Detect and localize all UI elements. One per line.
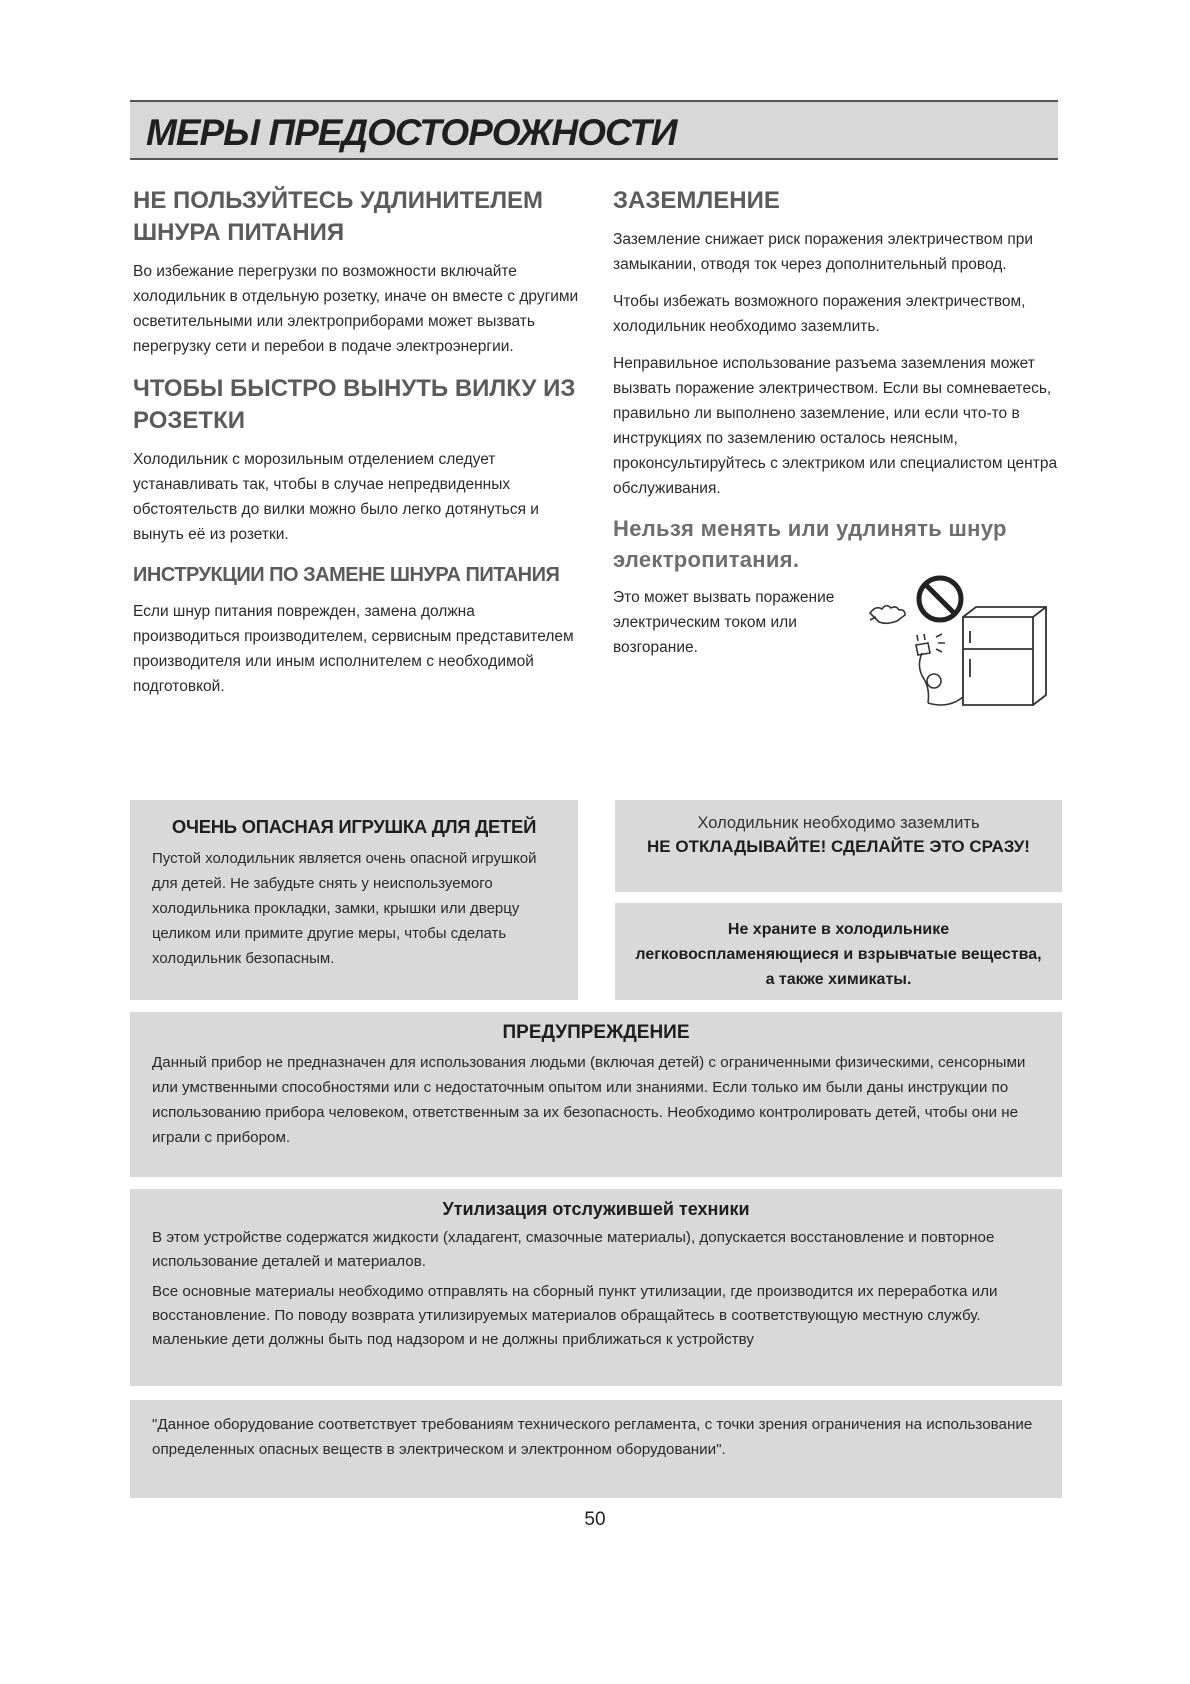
extension-cord-heading: НЕ ПОЛЬЗУЙТЕСЬ УДЛИНИТЕЛЕМ ШНУРА ПИТАНИЯ bbox=[133, 187, 544, 246]
page-header bbox=[130, 100, 1058, 160]
fridge-plug-warning-illustration bbox=[848, 573, 1058, 718]
no-extend-section bbox=[613, 513, 1063, 705]
disposal-text-1: В этом устройстве содержатся жидкости (хладагент, смазочные материалы), допускается восстановление и повторное использование деталей и материалов. bbox=[152, 1229, 995, 1270]
disposal-title: Утилизация отслужившей техники bbox=[442, 1199, 750, 1219]
grounding-text-3: Неправильное использование разъема заземления может вызвать поражение электричеством. Если вы сомневаетесь, правильно ли выполнено заземление, или если что-то в инструкциях по заземлению осталось неясным, проконсультируйтесь с электриком или специалистом центра обслуживания. bbox=[613, 355, 1058, 497]
page-title: МЕРЫ ПРЕДОСТОРОЖНОСТИ bbox=[146, 112, 677, 153]
no-extend-row bbox=[613, 585, 1063, 705]
right-column bbox=[613, 185, 1063, 705]
compliance-text: "Данное оборудование соответствует требованиям технического регламента, с точки зрения ограничения на использование определенных опасных веществ в электрическом и электронном оборудовании". bbox=[152, 1416, 1033, 1458]
left-column bbox=[133, 185, 583, 711]
page-number: 50 bbox=[584, 1509, 606, 1530]
no-extend-heading: Нельзя менять или удлинять шнур электропитания. bbox=[613, 516, 1007, 572]
hand-icon bbox=[870, 606, 905, 624]
prohibited-icon bbox=[919, 578, 961, 620]
unplug-text: Холодильник с морозильным отделением следует устанавливать так, чтобы в случае непредвиденных обстоятельств до вилки можно было легко дотянуться и вынуть её из розетки. bbox=[133, 451, 539, 543]
extension-cord-text: Во избежание перегрузки по возможности включайте холодильник в отдельную розетку, иначе он вместе с другими осветительными или электроприборами может вызвать перегрузку сети и перебои в подаче электроэнергии. bbox=[133, 263, 579, 355]
compliance-box bbox=[130, 1400, 1062, 1498]
grounding-text-2: Чтобы избежать возможного поражения электричеством, холодильник необходимо заземлить. bbox=[613, 293, 1026, 335]
cord-replacement-text: Если шнур питания поврежден, замена должна производиться производителем, сервисным представителем производителя или иным исполнителем с необходимой подготовкой. bbox=[133, 603, 574, 695]
flammable-box bbox=[615, 903, 1062, 1000]
ground-now-box bbox=[615, 800, 1062, 892]
ground-now-line2: НЕ ОТКЛАДЫВАЙТЕ! СДЕЛАЙТЕ ЭТО СРАЗУ! bbox=[647, 837, 1030, 856]
unplug-section bbox=[133, 373, 583, 547]
dangerous-toy-box bbox=[130, 800, 578, 1000]
grounding-text-1: Заземление снижает риск поражения электричеством при замыкании, отводя ток через дополнительный провод. bbox=[613, 231, 1033, 273]
disposal-box bbox=[130, 1189, 1062, 1386]
dangerous-toy-text: Пустой холодильник является очень опасной игрушкой для детей. Не забудьте снять у неиспользуемого холодильника прокладки, замки, крышки или дверцу целиком или примите другие меры, чтобы сделать холодильник безопасным. bbox=[152, 850, 537, 967]
no-extend-text: Это может вызвать поражение электрическим током или возгорание. bbox=[613, 589, 835, 656]
warning-box bbox=[130, 1012, 1062, 1177]
cord-replacement-section bbox=[133, 561, 583, 699]
warning-text: Данный прибор не предназначен для использования людьми (включая детей) с ограниченными физическими, сенсорными или умственными способностями или с недостаточным опытом или знаниями. Если только им были даны инструкции по использованию прибора человеком, ответственным за их безопасность. Необходимо контролировать детей, чтобы они не играли с прибором. bbox=[152, 1054, 1026, 1146]
dangerous-toy-title: ОЧЕНЬ ОПАСНАЯ ИГРУШКА ДЛЯ ДЕТЕЙ bbox=[171, 816, 537, 837]
ground-now-line1: Холодильник необходимо заземлить bbox=[697, 814, 980, 832]
disposal-text-2: Все основные материалы необходимо отправлять на сборный пункт утилизации, где производится их переработка или восстановление. По поводу возврата утилизируемых материалов обращайтесь в соответствующую местную службу. bbox=[152, 1283, 998, 1324]
extension-cord-section bbox=[133, 185, 583, 359]
warning-title: ПРЕДУПРЕЖДЕНИЕ bbox=[502, 1022, 690, 1043]
grounding-heading: ЗАЗЕМЛЕНИЕ bbox=[613, 187, 780, 214]
refrigerator-icon bbox=[963, 607, 1046, 705]
plug-icon bbox=[916, 634, 963, 705]
grounding-section bbox=[613, 185, 1063, 501]
unplug-heading: ЧТОБЫ БЫСТРО ВЫНУТЬ ВИЛКУ ИЗ РОЗЕТКИ bbox=[133, 375, 576, 434]
cord-replacement-heading: ИНСТРУКЦИИ ПО ЗАМЕНЕ ШНУРА ПИТАНИЯ bbox=[133, 564, 560, 586]
disposal-text-3: маленькие дети должны быть под надзором и не должны приближаться к устройству bbox=[152, 1331, 754, 1348]
flammable-text: Не храните в холодильнике легковоспламеняющиеся и взрывчатые вещества, а также химикаты. bbox=[635, 921, 1042, 988]
